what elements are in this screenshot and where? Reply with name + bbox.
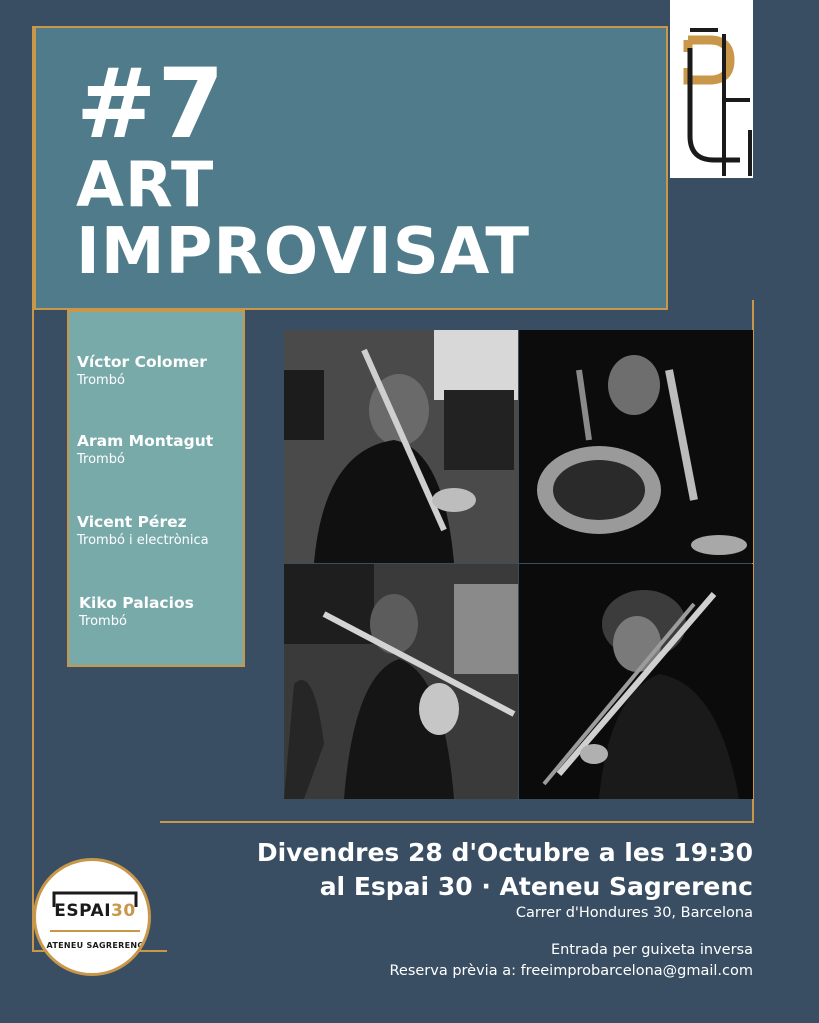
venue-logo-name: [50, 901, 140, 921]
musician-photo: [284, 564, 518, 799]
event-entry: Entrada per guixeta inversa: [550, 942, 753, 958]
title-art: ART: [76, 148, 215, 221]
venue-logo: [33, 858, 151, 976]
musician-instrument: Trombó: [79, 614, 127, 629]
event-address: Carrer d'Hondures 30, Barcelona: [515, 905, 753, 921]
musician-entry: [77, 512, 209, 550]
musician-name: Víctor Colomer: [77, 353, 207, 371]
venue-logo-number: 30: [111, 901, 136, 921]
musician-entry: [79, 593, 194, 631]
musicians-panel: [67, 310, 245, 667]
musician-instrument: Trombó: [77, 452, 125, 467]
event-booking: Reserva prèvia a: freeimprobarcelona@gmail.com: [389, 963, 753, 979]
musician-photo: [519, 564, 753, 799]
photo-grid: [284, 330, 753, 799]
musician-name: Aram Montagut: [77, 432, 214, 450]
musician-photo: [519, 330, 753, 563]
title-improvisat: IMPROVISAT: [76, 215, 531, 289]
festival-logo-icon: [670, 0, 753, 178]
musician-photo: [284, 330, 518, 563]
festival-logo: [670, 0, 753, 178]
musician-entry: [77, 352, 207, 390]
musician-name: Kiko Palacios: [79, 594, 194, 612]
title-panel: [34, 26, 668, 310]
venue-logo-subtitle: ATENEU SAGRERENC: [46, 941, 144, 950]
venue-logo-name-part: ESPAI: [54, 901, 112, 921]
musician-instrument: Trombó: [77, 373, 125, 388]
musician-instrument: Trombó i electrònica: [77, 533, 209, 548]
event-venue: al Espai 30 · Ateneu Sagrerenc: [319, 872, 753, 901]
musician-name: Vicent Pérez: [77, 513, 187, 531]
title-number: #7: [76, 48, 226, 160]
event-date: Divendres 28 d'Octubre a les 19:30: [256, 838, 753, 867]
musician-entry: [77, 431, 213, 469]
